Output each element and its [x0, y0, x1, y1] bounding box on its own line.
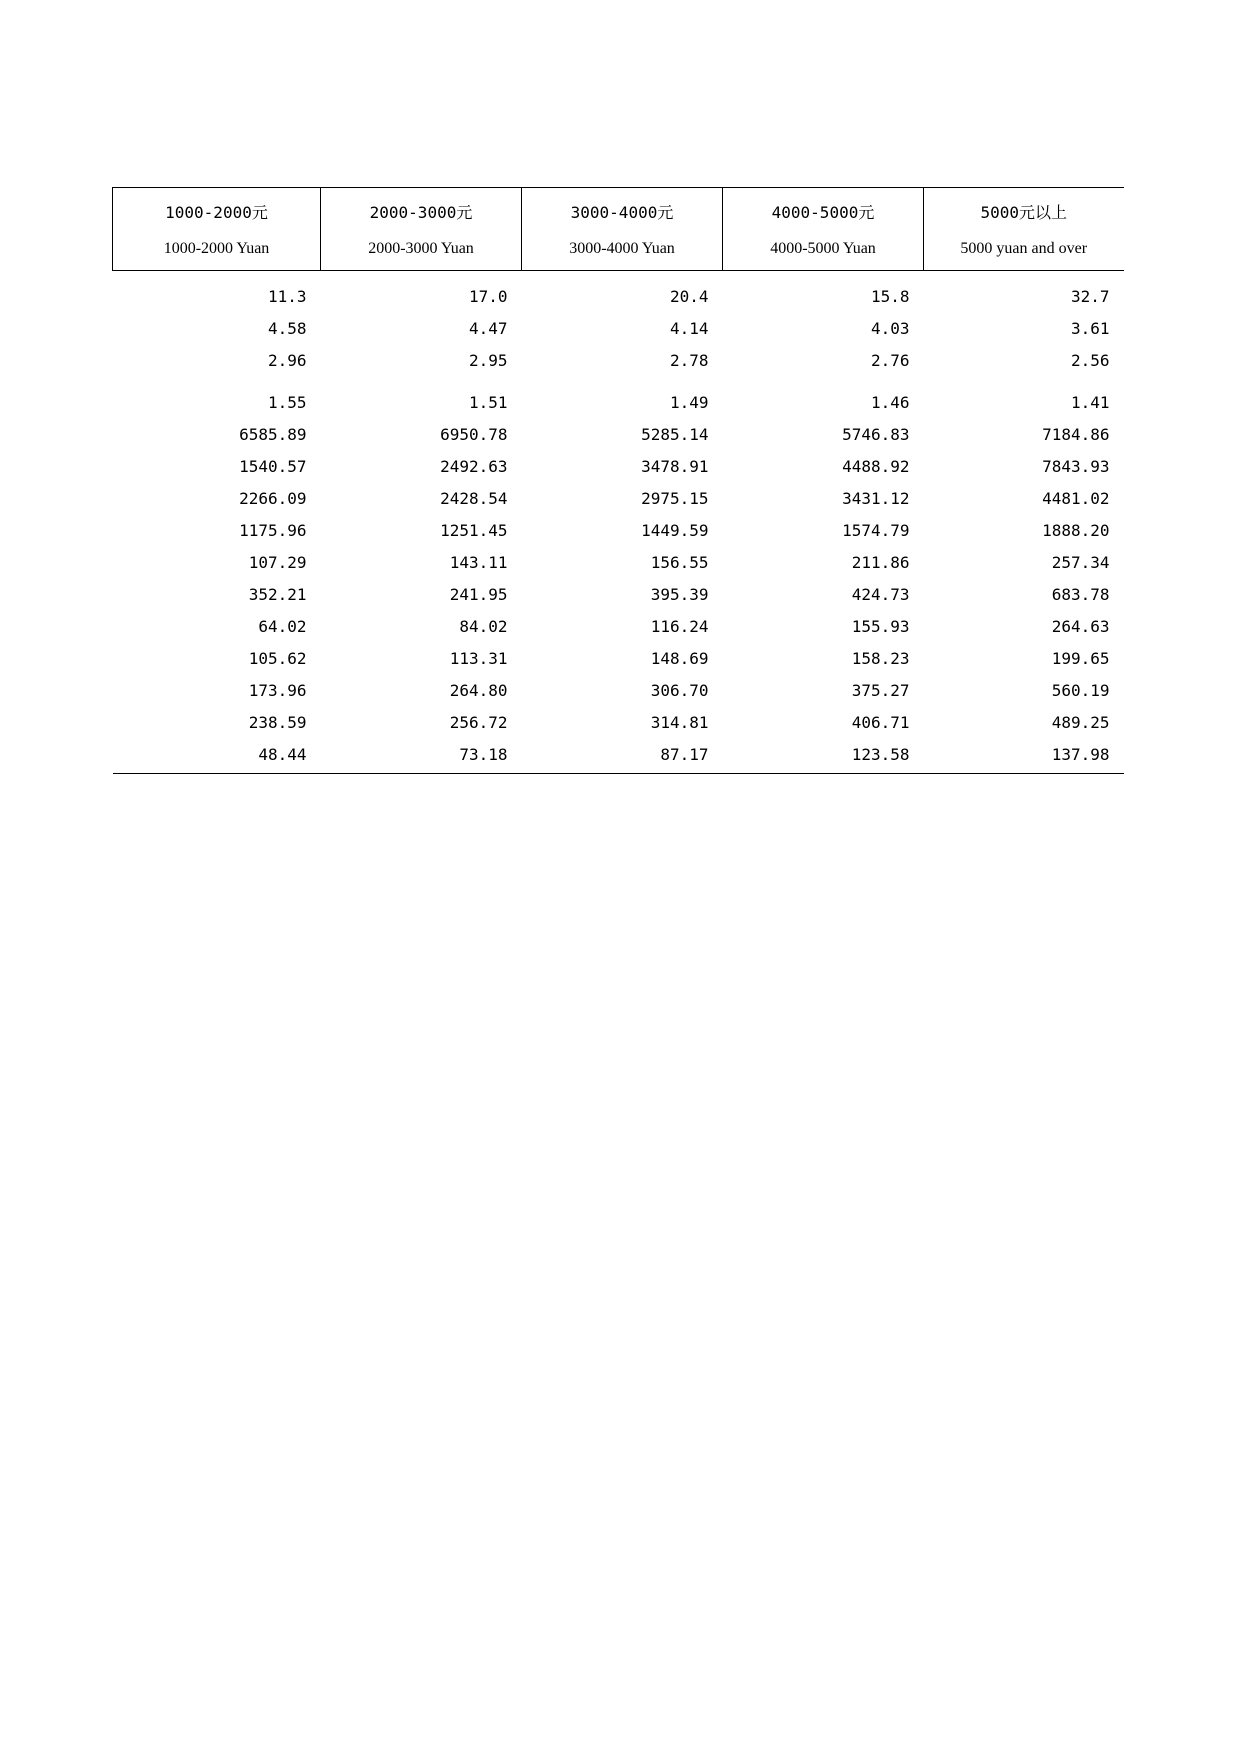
table-cell: 4.58: [267, 319, 307, 338]
table-cell: 2975.15: [641, 489, 709, 508]
table-cell: 64.02: [258, 617, 307, 636]
table-row: [113, 515, 1124, 547]
table-row: [113, 271, 1124, 314]
table-row: [113, 643, 1124, 675]
table-cell: 2428.54: [440, 489, 508, 508]
table-row: [113, 377, 1124, 419]
table-cell: 6950.78: [440, 425, 508, 444]
table-cell: 375.27: [851, 681, 910, 700]
table-row: [113, 451, 1124, 483]
table-cell: 148.69: [650, 649, 709, 668]
table-cell: 2.76: [870, 351, 910, 370]
table-cell: 4.03: [870, 319, 910, 338]
table-cell: 264.80: [449, 681, 508, 700]
table-cell: 2.96: [267, 351, 307, 370]
table-cell: 2266.09: [239, 489, 307, 508]
table-cell: 1449.59: [641, 521, 709, 540]
header-label-en: 2000-3000 Yuan: [368, 240, 474, 257]
table-cell: 158.23: [851, 649, 910, 668]
table-cell: 395.39: [650, 585, 709, 604]
table-cell: 2.56: [1070, 351, 1110, 370]
table-row: [113, 547, 1124, 579]
table-cell: 107.29: [248, 553, 307, 572]
table-cell: 1251.45: [440, 521, 508, 540]
table-cell: 489.25: [1051, 713, 1110, 732]
table-cell: 113.31: [449, 649, 508, 668]
table-cell: 3431.12: [842, 489, 910, 508]
header-label-cn: 1000-2000元: [165, 203, 268, 222]
table-cell: 105.62: [248, 649, 307, 668]
table-cell: 257.34: [1051, 553, 1110, 572]
table-row: [113, 345, 1124, 377]
header-cell-3000-4000: [522, 188, 723, 271]
table-cell: 137.98: [924, 739, 1124, 774]
table-cell: 256.72: [449, 713, 508, 732]
table-cell: 73.18: [321, 739, 522, 774]
table-row: [113, 611, 1124, 643]
table-cell: 1175.96: [239, 521, 307, 540]
header-row: [113, 188, 1124, 271]
table-cell: 241.95: [449, 585, 508, 604]
table-row: [113, 419, 1124, 451]
table-row: [113, 675, 1124, 707]
table-cell: 4.14: [669, 319, 709, 338]
table-cell: 20.4: [669, 287, 709, 306]
table-cell: 352.21: [248, 585, 307, 604]
table-cell: 4481.02: [1042, 489, 1110, 508]
header-cell-2000-3000: [321, 188, 522, 271]
table-cell: 1.51: [468, 393, 508, 412]
header-label-cn: 4000-5000元: [771, 203, 875, 222]
table-row: [113, 579, 1124, 611]
table-cell: 264.63: [1051, 617, 1110, 636]
table-cell: 560.19: [1051, 681, 1110, 700]
table-body: [113, 271, 1124, 774]
table-cell: 11.3: [267, 287, 307, 306]
table-cell: 3.61: [1070, 319, 1110, 338]
header-label-en: 1000-2000 Yuan: [163, 240, 270, 257]
header-label-en: 4000-5000 Yuan: [770, 240, 876, 257]
table-row: [113, 483, 1124, 515]
table-cell: 211.86: [851, 553, 910, 572]
table-cell: 199.65: [1051, 649, 1110, 668]
table-cell: 1.41: [1070, 393, 1110, 412]
table-cell: 87.17: [522, 739, 723, 774]
header-label-cn: 5000元以上: [980, 203, 1068, 222]
table-row: [113, 739, 1124, 774]
table-cell: 143.11: [449, 553, 508, 572]
table-cell: 1540.57: [239, 457, 307, 476]
table-cell: 1888.20: [1042, 521, 1110, 540]
table-cell: 424.73: [851, 585, 910, 604]
table-cell: 1.46: [870, 393, 910, 412]
table-cell: 5285.14: [641, 425, 709, 444]
table-cell: 17.0: [468, 287, 508, 306]
table-cell: 1574.79: [842, 521, 910, 540]
table-cell: 123.58: [723, 739, 924, 774]
table-header: [113, 188, 1124, 271]
table-cell: 4488.92: [842, 457, 910, 476]
table-cell: 306.70: [650, 681, 709, 700]
table-row: [113, 313, 1124, 345]
table-cell: 314.81: [650, 713, 709, 732]
header-cell-5000-over: [924, 188, 1124, 271]
header-label-cn: 2000-3000元: [369, 203, 473, 222]
table-cell: 2492.63: [440, 457, 508, 476]
table-cell: 155.93: [851, 617, 910, 636]
table-cell: 238.59: [248, 713, 307, 732]
header-label-en: 5000 yuan and over: [960, 240, 1088, 257]
table-cell: 1.55: [267, 393, 307, 412]
table-cell: 116.24: [650, 617, 709, 636]
table-cell: 7184.86: [1042, 425, 1110, 444]
table-cell: 15.8: [870, 287, 910, 306]
table-cell: 32.7: [1070, 287, 1110, 306]
header-label-cn: 3000-4000元: [570, 203, 674, 222]
header-cell-4000-5000: [723, 188, 924, 271]
header-label-en: 3000-4000 Yuan: [569, 240, 675, 257]
table-cell: 3478.91: [641, 457, 709, 476]
table-cell: 7843.93: [1042, 457, 1110, 476]
table-cell: 1.49: [669, 393, 709, 412]
table-cell: 156.55: [650, 553, 709, 572]
table-cell: 48.44: [113, 739, 321, 774]
table-cell: 6585.89: [239, 425, 307, 444]
table-cell: 173.96: [248, 681, 307, 700]
table-row: [113, 707, 1124, 739]
table-cell: 683.78: [1051, 585, 1110, 604]
income-group-table: [112, 187, 1124, 774]
table-cell: 5746.83: [842, 425, 910, 444]
table-cell: 4.47: [468, 319, 508, 338]
table-cell: 2.95: [468, 351, 508, 370]
table-cell: 2.78: [669, 351, 709, 370]
header-cell-1000-2000: [113, 188, 321, 271]
table-cell: 406.71: [851, 713, 910, 732]
table-cell: 84.02: [459, 617, 508, 636]
